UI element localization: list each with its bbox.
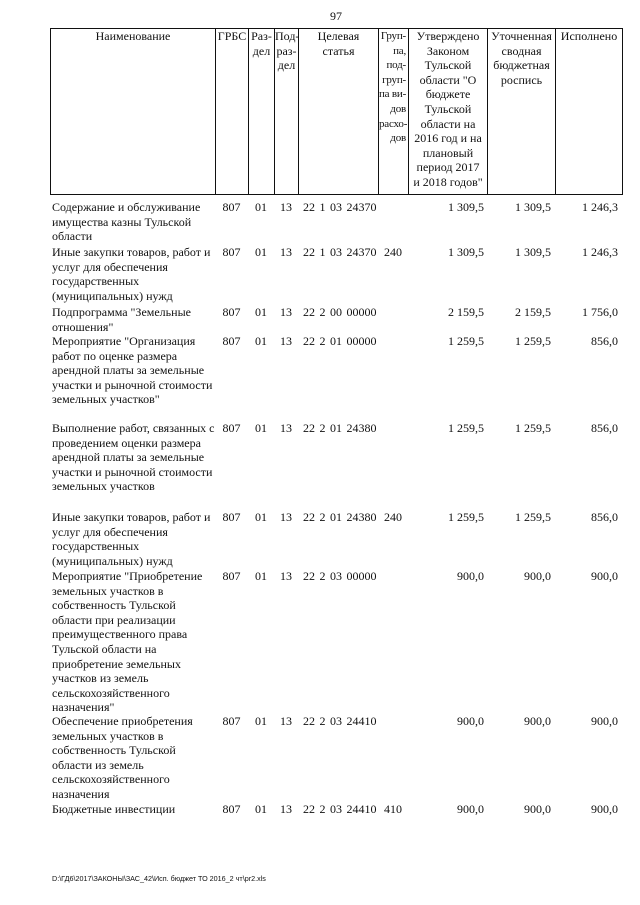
cell-target: 22 2 01 24380 [303,510,377,524]
cell-refined: 900,0 [524,802,551,816]
cell-razdel: 01 [255,334,267,348]
cell-razdel: 01 [255,305,267,319]
cell-group: 410 [384,802,402,816]
cell-name: Иные закупки товаров, работ и услуг для обеспечения государственных (муниципальных) нужд [52,245,211,303]
cell-razdel: 01 [255,510,267,524]
cell-approved: 1 259,5 [448,334,484,348]
cell-name: Иные закупки товаров, работ и услуг для обеспечения государственных (муниципальных) нужд [52,510,211,568]
cell-grbs: 807 [222,510,241,524]
cell-grbs: 807 [222,802,241,816]
column-header-name: Наименование [51,29,216,195]
cell-approved: 1 259,5 [448,510,484,524]
cell-grbs: 807 [222,421,241,435]
cell-executed: 1 246,3 [582,200,618,214]
footer-file-path: D:\ГД6\2017\ЗАКОНЫ\ЗАС_42\Исп. бюджет ТО 2016_2 чт\pr2.xls [52,874,266,883]
cell-refined: 900,0 [524,714,551,728]
cell-podrazdel: 13 [280,714,292,728]
cell-podrazdel: 13 [280,802,292,816]
cell-refined: 1 309,5 [515,200,551,214]
cell-approved: 1 309,5 [448,245,484,259]
cell-target: 22 2 01 00000 [303,334,377,348]
cell-refined: 1 259,5 [515,421,551,435]
column-header-refined: Уточненная сводная бюджетная роспись [488,29,556,195]
cell-approved: 2 159,5 [448,305,484,319]
cell-name: Подпрограмма "Земельные отношения" [52,305,191,334]
cell-refined: 900,0 [524,569,551,583]
cell-razdel: 01 [255,200,267,214]
cell-podrazdel: 13 [280,510,292,524]
cell-podrazdel: 13 [280,334,292,348]
cell-executed: 900,0 [591,802,618,816]
cell-executed: 856,0 [591,510,618,524]
page-number: 97 [330,9,342,23]
cell-name: Обеспечение приобретения земельных участков в собственность Тульской области из земель сельскохозяйственного назначения [52,714,193,801]
cell-podrazdel: 13 [280,245,292,259]
cell-grbs: 807 [222,305,241,319]
cell-refined: 2 159,5 [515,305,551,319]
cell-grbs: 807 [222,569,241,583]
column-header-group: Груп- па, под- груп- па ви- дов расхо- дов [379,29,409,195]
cell-razdel: 01 [255,421,267,435]
column-header-executed: Исполнено [556,29,623,195]
cell-name: Мероприятие "Организация работ по оценке размера арендной платы за земельные участки и рыночной стоимости земельных участков" [52,334,213,407]
cell-target: 22 1 03 24370 [303,245,377,259]
cell-grbs: 807 [222,714,241,728]
cell-executed: 1 246,3 [582,245,618,259]
cell-approved: 900,0 [457,569,484,583]
cell-target: 22 1 03 24370 [303,200,377,214]
cell-podrazdel: 13 [280,569,292,583]
cell-podrazdel: 13 [280,421,292,435]
cell-grbs: 807 [222,245,241,259]
cell-approved: 900,0 [457,802,484,816]
cell-target: 22 2 01 24380 [303,421,377,435]
cell-razdel: 01 [255,569,267,583]
cell-podrazdel: 13 [280,200,292,214]
column-header-grbs: ГРБС [216,29,249,195]
cell-name: Мероприятие "Приобретение земельных участков в собственность Тульской области при реализации преимущественного права Тульской области на приобретение земельных участков из земель сельскохозяйственного назначения" [52,569,203,715]
cell-executed: 900,0 [591,569,618,583]
cell-refined: 1 309,5 [515,245,551,259]
cell-name: Бюджетные инвестиции [52,802,176,816]
cell-podrazdel: 13 [280,305,292,319]
cell-razdel: 01 [255,802,267,816]
cell-executed: 856,0 [591,334,618,348]
cell-target: 22 2 00 00000 [303,305,377,319]
cell-refined: 1 259,5 [515,334,551,348]
column-header-razdel: Раз- дел [249,29,275,195]
cell-executed: 856,0 [591,421,618,435]
cell-group: 240 [384,245,402,259]
cell-approved: 900,0 [457,714,484,728]
cell-razdel: 01 [255,714,267,728]
cell-target: 22 2 03 24410 [303,802,377,816]
cell-grbs: 807 [222,200,241,214]
cell-refined: 1 259,5 [515,510,551,524]
cell-approved: 1 309,5 [448,200,484,214]
cell-razdel: 01 [255,245,267,259]
cell-approved: 1 259,5 [448,421,484,435]
cell-target: 22 2 03 00000 [303,569,377,583]
cell-executed: 1 756,0 [582,305,618,319]
cell-target: 22 2 03 24410 [303,714,377,728]
cell-group: 240 [384,510,402,524]
cell-name: Выполнение работ, связанных с проведением оценки размера арендной платы за земельные участки и рыночной стоимости земельных участков [52,421,215,494]
column-header-approved: Утверждено Законом Тульской области "О бюджете Тульской области на 2016 год и на плановый период 2017 и 2018 годов" [409,29,488,195]
cell-grbs: 807 [222,334,241,348]
cell-executed: 900,0 [591,714,618,728]
cell-name: Содержание и обслуживание имущества казны Тульской области [52,200,201,244]
column-header-podrazdel: Под- раз- дел [275,29,299,195]
column-header-target: Целевая статья [299,29,379,195]
